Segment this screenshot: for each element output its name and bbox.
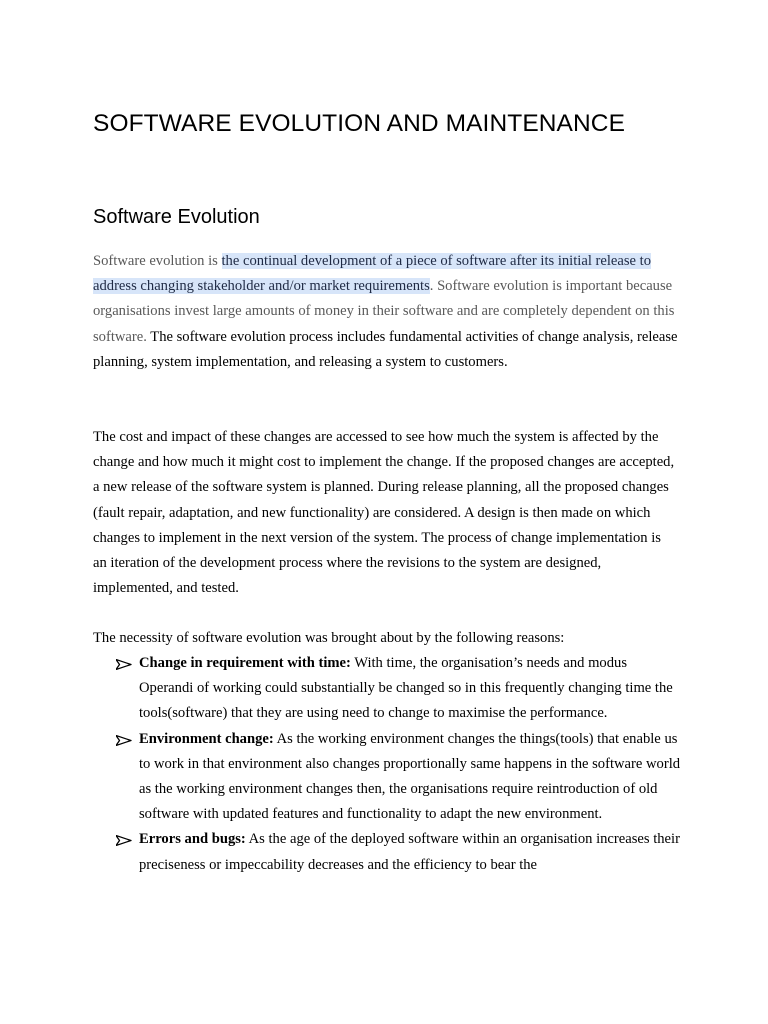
paragraph-definition [93, 249, 678, 375]
section-heading: Software Evolution [93, 206, 260, 228]
arrow-bullet-icon [116, 651, 134, 676]
process-text: The software evolution process includes fundamental activities of change analysis, release planning, system implementation, and releasing a system to customers. [93, 328, 678, 370]
reason-term: Environment change: [139, 730, 274, 747]
list-item [93, 727, 683, 828]
reason-text: As the age of the deployed software within an organisation increases their preciseness or impeccability decreases and the efficiency to bear the [139, 831, 680, 873]
reasons-list [93, 651, 683, 878]
arrow-bullet-icon [116, 827, 134, 852]
intro-text: Software evolution is [93, 253, 222, 269]
paragraph-necessity: The necessity of software evolution was brought about by the following reasons: [93, 630, 565, 646]
reason-text: As the working environment changes the things(tools) that enable us to work in that environment also changes proportionally same happens in the software world as the working environment changes then, the organisations require reintroduction of old software with updated features and functionality to adapt the new environment. [139, 730, 681, 823]
muted-text: . Software evolution is important because organisations invest large amounts of money in their software and are completely dependent on this software. [93, 278, 675, 345]
highlighted-definition: the continual development of a piece of software after its initial release to address changing stakeholder and/or market requirements [93, 253, 652, 295]
list-item [93, 651, 683, 727]
reason-text: With time, the organisation’s needs and modus Operandi of working could substantially be changed so in this frequently changing time the tools(software) that they are using need to change to maximise the performance. [139, 655, 673, 722]
list-item [93, 827, 683, 877]
reason-term: Errors and bugs: [139, 831, 246, 848]
paragraph-cost-impact: The cost and impact of these changes are accessed to see how much the system is affected by the change and how much it might cost to implement the change. If the proposed changes are accepted, a new release of the software system is planned. During release planning, all the proposed changes (fault repair, adaptation, and new functionality) are considered. A design is then made on which changes to implement in the next version of the system. The process of change implementation is an iteration of the development process where the revisions to the system are designed, implemented, and tested. [93, 429, 675, 597]
arrow-bullet-icon [116, 727, 134, 752]
document-title: SOFTWARE EVOLUTION AND MAINTENANCE [93, 110, 626, 137]
reason-term: Change in requirement with time: [139, 655, 351, 671]
